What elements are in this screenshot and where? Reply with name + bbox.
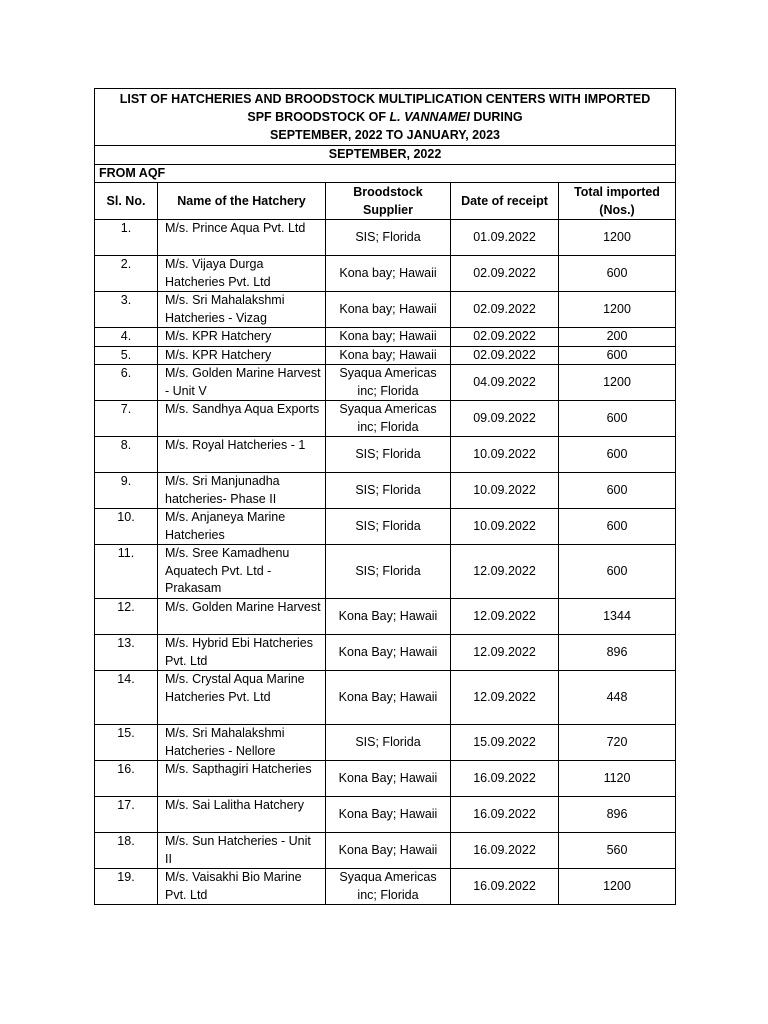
cell-date: 15.09.2022 — [451, 725, 559, 761]
cell-sl-no: 11. — [95, 545, 158, 599]
cell-sl-no: 12. — [95, 599, 158, 635]
title-line-2-suffix: DURING — [469, 110, 523, 124]
cell-total: 1200 — [559, 292, 676, 328]
cell-sl-no: 4. — [95, 328, 158, 347]
cell-date: 02.09.2022 — [451, 328, 559, 347]
cell-sl-no: 6. — [95, 365, 158, 401]
cell-supplier: Kona bay; Hawaii — [326, 346, 451, 365]
cell-total: 1200 — [559, 365, 676, 401]
cell-hatchery-name: M/s. Sandhya Aqua Exports — [158, 401, 326, 437]
column-header-date: Date of receipt — [451, 183, 559, 220]
cell-total: 448 — [559, 671, 676, 725]
cell-total: 600 — [559, 437, 676, 473]
table-row — [95, 256, 676, 292]
cell-total: 1200 — [559, 220, 676, 256]
cell-sl-no: 9. — [95, 473, 158, 509]
cell-supplier: SIS; Florida — [326, 545, 451, 599]
cell-sl-no: 5. — [95, 346, 158, 365]
cell-supplier: Kona Bay; Hawaii — [326, 833, 451, 869]
cell-hatchery-name: M/s. Hybrid Ebi Hatcheries Pvt. Ltd — [158, 635, 326, 671]
cell-sl-no: 17. — [95, 797, 158, 833]
cell-date: 12.09.2022 — [451, 545, 559, 599]
title-line-2-prefix: SPF BROODSTOCK OF — [247, 110, 390, 124]
table-row — [95, 365, 676, 401]
hatchery-table — [94, 88, 676, 905]
cell-hatchery-name: M/s. Golden Marine Harvest - Unit V — [158, 365, 326, 401]
column-header-supplier: Broodstock Supplier — [326, 183, 451, 220]
cell-date: 12.09.2022 — [451, 635, 559, 671]
table-row — [95, 599, 676, 635]
cell-date: 16.09.2022 — [451, 833, 559, 869]
cell-total: 896 — [559, 635, 676, 671]
cell-supplier: Kona bay; Hawaii — [326, 328, 451, 347]
cell-sl-no: 10. — [95, 509, 158, 545]
cell-sl-no: 16. — [95, 761, 158, 797]
cell-total: 560 — [559, 833, 676, 869]
cell-hatchery-name: M/s. Sai Lalitha Hatchery — [158, 797, 326, 833]
cell-supplier: SIS; Florida — [326, 220, 451, 256]
cell-supplier: SIS; Florida — [326, 437, 451, 473]
column-header-sl-no: Sl. No. — [95, 183, 158, 220]
cell-total: 896 — [559, 797, 676, 833]
table-row — [95, 545, 676, 599]
cell-hatchery-name: M/s. Prince Aqua Pvt. Ltd — [158, 220, 326, 256]
cell-hatchery-name: M/s. Crystal Aqua Marine Hatcheries Pvt. Ltd — [158, 671, 326, 725]
cell-sl-no: 19. — [95, 869, 158, 905]
cell-sl-no: 15. — [95, 725, 158, 761]
source-heading: FROM AQF — [95, 164, 676, 183]
cell-hatchery-name: M/s. Sri Manjunadha hatcheries- Phase II — [158, 473, 326, 509]
cell-supplier: Kona bay; Hawaii — [326, 256, 451, 292]
cell-total: 600 — [559, 256, 676, 292]
cell-supplier: Kona Bay; Hawaii — [326, 599, 451, 635]
table-row — [95, 220, 676, 256]
cell-total: 600 — [559, 545, 676, 599]
cell-date: 04.09.2022 — [451, 365, 559, 401]
table-row — [95, 725, 676, 761]
table-row — [95, 473, 676, 509]
cell-hatchery-name: M/s. Sri Mahalakshmi Hatcheries - Vizag — [158, 292, 326, 328]
cell-hatchery-name: M/s. Sun Hatcheries - Unit II — [158, 833, 326, 869]
cell-total: 600 — [559, 346, 676, 365]
table-row — [95, 328, 676, 347]
cell-supplier: Kona Bay; Hawaii — [326, 761, 451, 797]
cell-supplier: Kona Bay; Hawaii — [326, 671, 451, 725]
cell-date: 02.09.2022 — [451, 256, 559, 292]
cell-total: 1200 — [559, 869, 676, 905]
cell-supplier: Kona bay; Hawaii — [326, 292, 451, 328]
cell-supplier: Syaqua Americas inc; Florida — [326, 869, 451, 905]
cell-sl-no: 18. — [95, 833, 158, 869]
cell-total: 200 — [559, 328, 676, 347]
cell-supplier: Kona Bay; Hawaii — [326, 635, 451, 671]
cell-sl-no: 2. — [95, 256, 158, 292]
cell-date: 10.09.2022 — [451, 473, 559, 509]
table-row — [95, 509, 676, 545]
document-title — [95, 89, 676, 146]
cell-date: 12.09.2022 — [451, 599, 559, 635]
cell-sl-no: 8. — [95, 437, 158, 473]
cell-supplier: Syaqua Americas inc; Florida — [326, 401, 451, 437]
cell-total: 1344 — [559, 599, 676, 635]
table-row — [95, 671, 676, 725]
cell-hatchery-name: M/s. Vijaya Durga Hatcheries Pvt. Ltd — [158, 256, 326, 292]
table-row — [95, 292, 676, 328]
cell-date: 12.09.2022 — [451, 671, 559, 725]
cell-sl-no: 7. — [95, 401, 158, 437]
cell-hatchery-name: M/s. KPR Hatchery — [158, 346, 326, 365]
cell-date: 10.09.2022 — [451, 509, 559, 545]
cell-hatchery-name: M/s. Royal Hatcheries - 1 — [158, 437, 326, 473]
table-row — [95, 635, 676, 671]
cell-date: 16.09.2022 — [451, 761, 559, 797]
species-name: L. VANNAMEI — [389, 110, 470, 124]
table-row — [95, 797, 676, 833]
cell-date: 10.09.2022 — [451, 437, 559, 473]
cell-total: 600 — [559, 473, 676, 509]
cell-sl-no: 14. — [95, 671, 158, 725]
cell-total: 600 — [559, 509, 676, 545]
cell-date: 16.09.2022 — [451, 797, 559, 833]
cell-date: 02.09.2022 — [451, 346, 559, 365]
cell-total: 600 — [559, 401, 676, 437]
cell-hatchery-name: M/s. Sree Kamadhenu Aquatech Pvt. Ltd - Prakasam — [158, 545, 326, 599]
cell-hatchery-name: M/s. KPR Hatchery — [158, 328, 326, 347]
cell-sl-no: 13. — [95, 635, 158, 671]
cell-supplier: Syaqua Americas inc; Florida — [326, 365, 451, 401]
cell-supplier: SIS; Florida — [326, 509, 451, 545]
cell-supplier: SIS; Florida — [326, 473, 451, 509]
table-row — [95, 761, 676, 797]
cell-total: 720 — [559, 725, 676, 761]
table-body — [95, 220, 676, 905]
cell-supplier: SIS; Florida — [326, 725, 451, 761]
cell-hatchery-name: M/s. Sri Mahalakshmi Hatcheries - Nellore — [158, 725, 326, 761]
table-row — [95, 833, 676, 869]
column-header-total: Total imported (Nos.) — [559, 183, 676, 220]
cell-hatchery-name: M/s. Golden Marine Harvest — [158, 599, 326, 635]
cell-date: 16.09.2022 — [451, 869, 559, 905]
title-line-1: LIST OF HATCHERIES AND BROODSTOCK MULTIPLICATION CENTERS WITH IMPORTED — [119, 92, 651, 106]
table-row — [95, 437, 676, 473]
cell-hatchery-name: M/s. Anjaneya Marine Hatcheries — [158, 509, 326, 545]
cell-date: 09.09.2022 — [451, 401, 559, 437]
cell-supplier: Kona Bay; Hawaii — [326, 797, 451, 833]
month-heading: SEPTEMBER, 2022 — [95, 146, 676, 165]
title-line-3: SEPTEMBER, 2022 TO JANUARY, 2023 — [270, 128, 500, 142]
document-page — [94, 88, 675, 905]
cell-date: 01.09.2022 — [451, 220, 559, 256]
cell-total: 1120 — [559, 761, 676, 797]
cell-date: 02.09.2022 — [451, 292, 559, 328]
table-row — [95, 869, 676, 905]
table-row — [95, 346, 676, 365]
table-row — [95, 401, 676, 437]
column-header-name: Name of the Hatchery — [158, 183, 326, 220]
cell-hatchery-name: M/s. Vaisakhi Bio Marine Pvt. Ltd — [158, 869, 326, 905]
cell-sl-no: 3. — [95, 292, 158, 328]
cell-hatchery-name: M/s. Sapthagiri Hatcheries — [158, 761, 326, 797]
title-line-2 — [99, 108, 671, 126]
cell-sl-no: 1. — [95, 220, 158, 256]
